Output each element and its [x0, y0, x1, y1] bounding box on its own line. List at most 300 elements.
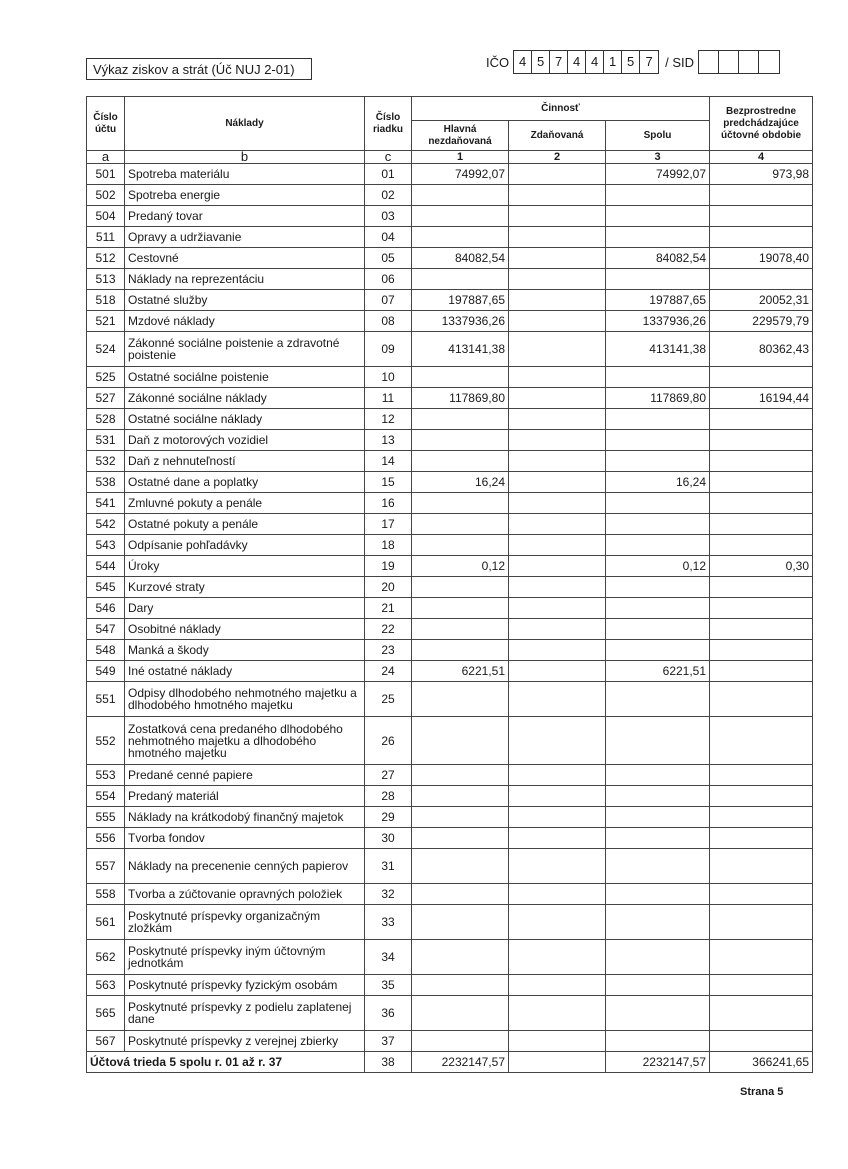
cost-name-cell: Ostatné pokuty a penále	[125, 514, 365, 535]
line-number-cell: 02	[365, 185, 412, 206]
table-row	[87, 206, 813, 227]
main-value-cell: 6221,51	[412, 661, 509, 682]
ico-digit: 4	[568, 51, 586, 73]
main-value-cell: 0,12	[412, 556, 509, 577]
table-row	[87, 640, 813, 661]
account-cell: 527	[87, 388, 125, 409]
total-value-cell: 117869,80	[606, 388, 710, 409]
cost-name-cell: Zostatková cena predaného dlhodobého nehmotného majetku a dlhodobého hmotného majetku	[125, 717, 365, 765]
prev-value-cell: 16194,44	[710, 388, 813, 409]
table-row	[87, 388, 813, 409]
total-value-cell	[606, 940, 710, 975]
line-number-cell: 20	[365, 577, 412, 598]
taxed-value-cell	[509, 493, 606, 514]
taxed-value-cell	[509, 227, 606, 248]
total-value-cell	[606, 430, 710, 451]
line-number-cell: 14	[365, 451, 412, 472]
cost-name-cell: Mzdové náklady	[125, 311, 365, 332]
line-number-cell: 31	[365, 849, 412, 884]
cost-name-cell: Ostatné sociálne poistenie	[125, 367, 365, 388]
line-number-cell: 15	[365, 472, 412, 493]
taxed-value-cell	[509, 185, 606, 206]
table-row	[87, 514, 813, 535]
prev-value-cell	[710, 807, 813, 828]
table-row	[87, 661, 813, 682]
taxed-value-cell	[509, 206, 606, 227]
line-number-cell: 35	[365, 975, 412, 996]
main-value-cell	[412, 367, 509, 388]
cost-name-cell: Cestovné	[125, 248, 365, 269]
prev-value-cell	[710, 682, 813, 717]
prev-value-cell: 80362,43	[710, 332, 813, 367]
table-row	[87, 849, 813, 884]
account-cell: 547	[87, 619, 125, 640]
index-cell: 1	[412, 151, 509, 164]
line-number-cell: 28	[365, 786, 412, 807]
main-value-cell	[412, 828, 509, 849]
line-number-cell: 04	[365, 227, 412, 248]
cost-name-cell: Tvorba a zúčtovanie opravných položiek	[125, 884, 365, 905]
prev-value-cell	[710, 828, 813, 849]
index-cell: a	[87, 151, 125, 164]
cost-rows	[87, 164, 813, 1052]
account-cell: 565	[87, 996, 125, 1031]
cost-name-cell: Daň z motorových vozidiel	[125, 430, 365, 451]
prev-value-cell	[710, 661, 813, 682]
taxed-value-cell	[509, 388, 606, 409]
main-value-cell: 84082,54	[412, 248, 509, 269]
taxed-value-cell	[509, 451, 606, 472]
table-row	[87, 975, 813, 996]
main-value-cell	[412, 905, 509, 940]
total-value-cell	[606, 996, 710, 1031]
total-value-cell	[606, 682, 710, 717]
col-line-header: Číslo riadku	[365, 97, 412, 151]
total-label-cell	[87, 1052, 365, 1073]
total-value-cell: 0,12	[606, 556, 710, 577]
line-number-cell: 23	[365, 640, 412, 661]
total-value-cell: 84082,54	[606, 248, 710, 269]
table-row	[87, 940, 813, 975]
prev-value-cell	[710, 717, 813, 765]
table-row	[87, 717, 813, 765]
cost-name-cell: Iné ostatné náklady	[125, 661, 365, 682]
prev-value-cell	[710, 206, 813, 227]
table-row	[87, 269, 813, 290]
total-value-cell	[606, 1031, 710, 1052]
index-cell: 3	[606, 151, 710, 164]
account-cell: 541	[87, 493, 125, 514]
prev-value-cell	[710, 640, 813, 661]
account-cell: 501	[87, 164, 125, 185]
cost-name-cell: Zákonné sociálne náklady	[125, 388, 365, 409]
cost-name-cell: Spotreba materiálu	[125, 164, 365, 185]
total-value-cell: 6221,51	[606, 661, 710, 682]
table-row	[87, 290, 813, 311]
total-value-cell	[606, 786, 710, 807]
taxed-value-cell	[509, 682, 606, 717]
account-cell: 554	[87, 786, 125, 807]
main-value-cell: 1337936,26	[412, 311, 509, 332]
taxed-value-cell	[509, 535, 606, 556]
cost-name-cell: Náklady na reprezentáciu	[125, 269, 365, 290]
taxed-value-cell	[509, 269, 606, 290]
total-main: 2232147,57	[412, 1052, 509, 1073]
main-value-cell	[412, 849, 509, 884]
account-cell: 548	[87, 640, 125, 661]
table-row	[87, 430, 813, 451]
line-number-cell: 05	[365, 248, 412, 269]
account-cell: 544	[87, 556, 125, 577]
account-cell: 556	[87, 828, 125, 849]
table-row	[87, 493, 813, 514]
taxed-value-cell	[509, 807, 606, 828]
main-value-cell: 413141,38	[412, 332, 509, 367]
main-value-cell	[412, 640, 509, 661]
main-value-cell	[412, 717, 509, 765]
cost-name-cell: Predané cenné papiere	[125, 765, 365, 786]
total-value-cell	[606, 717, 710, 765]
prev-value-cell	[710, 598, 813, 619]
total-value-cell: 16,24	[606, 472, 710, 493]
taxed-value-cell	[509, 975, 606, 996]
total-value-cell: 413141,38	[606, 332, 710, 367]
line-number-cell: 34	[365, 940, 412, 975]
main-value-cell: 197887,65	[412, 290, 509, 311]
sid-boxes	[698, 50, 780, 74]
total-value-cell	[606, 619, 710, 640]
cost-name-cell: Opravy a udržiavanie	[125, 227, 365, 248]
cost-name-cell: Ostatné dane a poplatky	[125, 472, 365, 493]
ico-digit: 7	[645, 54, 653, 69]
account-cell: 525	[87, 367, 125, 388]
prev-value-cell	[710, 786, 813, 807]
main-value-cell	[412, 1031, 509, 1052]
sid-digit	[699, 51, 719, 73]
taxed-value-cell	[509, 619, 606, 640]
prev-value-cell: 973,98	[710, 164, 813, 185]
main-value-cell	[412, 786, 509, 807]
index-row	[87, 151, 813, 164]
account-cell: 531	[87, 430, 125, 451]
cost-name-cell: Náklady na krátkodobý finančný majetok	[125, 807, 365, 828]
account-cell: 549	[87, 661, 125, 682]
total-row	[87, 1052, 813, 1073]
table-row	[87, 682, 813, 717]
line-number-cell: 33	[365, 905, 412, 940]
account-cell: 561	[87, 905, 125, 940]
line-number-cell: 25	[365, 682, 412, 717]
prev-value-cell	[710, 514, 813, 535]
account-cell: 528	[87, 409, 125, 430]
total-value-cell: 74992,07	[606, 164, 710, 185]
line-number-cell: 30	[365, 828, 412, 849]
cost-name-cell: Poskytnuté príspevky z podielu zaplatenej dane	[125, 996, 365, 1031]
taxed-value-cell	[509, 556, 606, 577]
ico-digit: 5	[622, 51, 640, 73]
taxed-value-cell	[509, 332, 606, 367]
ico-digit: 5	[532, 51, 550, 73]
account-cell: 511	[87, 227, 125, 248]
line-number-cell: 37	[365, 1031, 412, 1052]
table-row	[87, 535, 813, 556]
cost-name-cell: Ostatné sociálne náklady	[125, 409, 365, 430]
prev-value-cell: 229579,79	[710, 311, 813, 332]
taxed-value-cell	[509, 472, 606, 493]
prev-value-cell	[710, 884, 813, 905]
prev-value-cell	[710, 269, 813, 290]
cost-name-cell: Ostatné služby	[125, 290, 365, 311]
total-value-cell	[606, 640, 710, 661]
prev-value-cell	[710, 493, 813, 514]
line-number-cell: 22	[365, 619, 412, 640]
taxed-value-cell	[509, 905, 606, 940]
account-cell: 552	[87, 717, 125, 765]
main-value-cell	[412, 765, 509, 786]
main-value-cell	[412, 451, 509, 472]
table-row	[87, 598, 813, 619]
col-account-header: Číslo účtu	[87, 97, 125, 151]
page-number: Strana 5	[740, 1086, 784, 1098]
main-value-cell	[412, 884, 509, 905]
ico-digit: 4	[514, 51, 532, 73]
cost-name-cell: Poskytnuté príspevky iným účtovným jednotkám	[125, 940, 365, 975]
cost-name-cell: Predaný materiál	[125, 786, 365, 807]
cost-name-cell: Predaný tovar	[125, 206, 365, 227]
cost-name-cell: Kurzové straty	[125, 577, 365, 598]
line-number-cell: 16	[365, 493, 412, 514]
total-value-cell	[606, 227, 710, 248]
taxed-value-cell	[509, 849, 606, 884]
cost-name-cell: Tvorba fondov	[125, 828, 365, 849]
account-cell: 521	[87, 311, 125, 332]
cost-name-cell: Spotreba energie	[125, 185, 365, 206]
prev-value-cell	[710, 227, 813, 248]
cost-name-cell: Úroky	[125, 556, 365, 577]
cost-name-cell: Poskytnuté príspevky organizačným zložkám	[125, 905, 365, 940]
account-cell: 551	[87, 682, 125, 717]
prev-value-cell	[710, 996, 813, 1031]
ico-digit: 4	[586, 51, 604, 73]
prev-value-cell	[710, 472, 813, 493]
ico-section	[486, 50, 780, 74]
account-cell: 543	[87, 535, 125, 556]
taxed-value-cell	[509, 367, 606, 388]
ico-digit: 7	[550, 51, 568, 73]
line-number-cell: 09	[365, 332, 412, 367]
main-value-cell	[412, 430, 509, 451]
table-row	[87, 1031, 813, 1052]
cost-name-cell: Zákonné sociálne poistenie a zdravotné poistenie	[125, 332, 365, 367]
account-cell: 532	[87, 451, 125, 472]
table-row	[87, 164, 813, 185]
table-row	[87, 332, 813, 367]
main-value-cell	[412, 227, 509, 248]
sid-label: / SID	[665, 54, 695, 70]
cost-table	[86, 96, 813, 1073]
table-row	[87, 619, 813, 640]
prev-value-cell	[710, 940, 813, 975]
cost-name-cell: Daň z nehnuteľností	[125, 451, 365, 472]
table-row	[87, 409, 813, 430]
col-prev-header: Bezprostredne predchádzajúce účtovné obdobie	[710, 97, 813, 151]
taxed-value-cell	[509, 311, 606, 332]
total-value-cell	[606, 493, 710, 514]
table-row	[87, 367, 813, 388]
total-value-cell: 1337936,26	[606, 311, 710, 332]
line-number-cell: 27	[365, 765, 412, 786]
prev-value-cell	[710, 1031, 813, 1052]
main-value-cell	[412, 598, 509, 619]
total-range: r. 01 až r. 37	[214, 1055, 283, 1069]
taxed-value-cell	[509, 164, 606, 185]
main-value-cell: 74992,07	[412, 164, 509, 185]
cost-name-cell: Manká a škody	[125, 640, 365, 661]
total-taxed	[509, 1052, 606, 1073]
main-value-cell	[412, 682, 509, 717]
table-row	[87, 556, 813, 577]
main-value-cell	[412, 409, 509, 430]
table-row	[87, 248, 813, 269]
account-cell: 553	[87, 765, 125, 786]
table-row	[87, 451, 813, 472]
account-cell: 558	[87, 884, 125, 905]
taxed-value-cell	[509, 1031, 606, 1052]
account-cell: 555	[87, 807, 125, 828]
prev-value-cell	[710, 905, 813, 940]
line-number-cell: 06	[365, 269, 412, 290]
total-total: 2232147,57	[606, 1052, 710, 1073]
line-number-cell: 13	[365, 430, 412, 451]
total-value-cell	[606, 884, 710, 905]
main-value-cell: 16,24	[412, 472, 509, 493]
line-number-cell: 01	[365, 164, 412, 185]
total-label: Účtová trieda 5 spolu	[90, 1055, 212, 1069]
account-cell: 518	[87, 290, 125, 311]
prev-value-cell: 20052,31	[710, 290, 813, 311]
prev-value-cell	[710, 451, 813, 472]
table-row	[87, 905, 813, 940]
line-number-cell: 12	[365, 409, 412, 430]
total-value-cell	[606, 409, 710, 430]
prev-value-cell	[710, 367, 813, 388]
main-value-cell	[412, 206, 509, 227]
cost-name-cell: Osobitné náklady	[125, 619, 365, 640]
total-value-cell	[606, 849, 710, 884]
form-title: Výkaz ziskov a strát (Úč NUJ 2-01)	[86, 58, 312, 80]
prev-value-cell: 19078,40	[710, 248, 813, 269]
main-value-cell	[412, 185, 509, 206]
total-value-cell	[606, 269, 710, 290]
main-value-cell	[412, 269, 509, 290]
prev-value-cell	[710, 577, 813, 598]
index-cell: 2	[509, 151, 606, 164]
prev-value-cell	[710, 430, 813, 451]
line-number-cell: 29	[365, 807, 412, 828]
taxed-value-cell	[509, 430, 606, 451]
col-costs-header: Náklady	[125, 97, 365, 151]
cost-name-cell: Poskytnuté príspevky fyzickým osobám	[125, 975, 365, 996]
ico-digit: 1	[604, 51, 622, 73]
col-taxed-header: Zdaňovaná	[509, 121, 606, 151]
prev-value-cell	[710, 535, 813, 556]
account-cell: 567	[87, 1031, 125, 1052]
line-number-cell: 24	[365, 661, 412, 682]
line-number-cell: 36	[365, 996, 412, 1031]
total-prev: 366241,65	[710, 1052, 813, 1073]
sid-digit	[739, 51, 759, 73]
total-value-cell: 197887,65	[606, 290, 710, 311]
total-value-cell	[606, 185, 710, 206]
line-number-cell: 07	[365, 290, 412, 311]
cost-name-cell: Náklady na precenenie cenných papierov	[125, 849, 365, 884]
main-value-cell	[412, 535, 509, 556]
cost-name-cell: Odpisy dlhodobého nehmotného majetku a dlhodobého hmotného majetku	[125, 682, 365, 717]
table-row	[87, 996, 813, 1031]
taxed-value-cell	[509, 884, 606, 905]
total-value-cell	[606, 807, 710, 828]
ico-boxes	[513, 50, 659, 74]
table-row	[87, 765, 813, 786]
main-value-cell	[412, 493, 509, 514]
line-number-cell: 21	[365, 598, 412, 619]
main-value-cell: 117869,80	[412, 388, 509, 409]
line-number-cell: 26	[365, 717, 412, 765]
table-row	[87, 472, 813, 493]
account-cell: 513	[87, 269, 125, 290]
account-cell: 538	[87, 472, 125, 493]
taxed-value-cell	[509, 940, 606, 975]
total-value-cell	[606, 905, 710, 940]
index-cell: c	[365, 151, 412, 164]
main-value-cell	[412, 514, 509, 535]
account-cell: 542	[87, 514, 125, 535]
table-row	[87, 828, 813, 849]
line-number-cell: 08	[365, 311, 412, 332]
index-cell: b	[125, 151, 365, 164]
prev-value-cell	[710, 765, 813, 786]
sid-digit	[759, 51, 779, 73]
taxed-value-cell	[509, 248, 606, 269]
total-line: 38	[365, 1052, 412, 1073]
main-value-cell	[412, 996, 509, 1031]
total-value-cell	[606, 975, 710, 996]
table-row	[87, 577, 813, 598]
taxed-value-cell	[509, 640, 606, 661]
prev-value-cell	[710, 975, 813, 996]
line-number-cell: 32	[365, 884, 412, 905]
taxed-value-cell	[509, 996, 606, 1031]
account-cell: 502	[87, 185, 125, 206]
taxed-value-cell	[509, 661, 606, 682]
taxed-value-cell	[509, 290, 606, 311]
main-value-cell	[412, 940, 509, 975]
taxed-value-cell	[509, 717, 606, 765]
table-row	[87, 227, 813, 248]
table-row	[87, 311, 813, 332]
table-row	[87, 807, 813, 828]
total-value-cell	[606, 367, 710, 388]
taxed-value-cell	[509, 577, 606, 598]
col-main-header: Hlavná nezdaňovaná	[412, 121, 509, 151]
cost-name-cell: Odpísanie pohľadávky	[125, 535, 365, 556]
main-value-cell	[412, 807, 509, 828]
account-cell: 504	[87, 206, 125, 227]
table-row	[87, 185, 813, 206]
taxed-value-cell	[509, 409, 606, 430]
main-value-cell	[412, 577, 509, 598]
line-number-cell: 19	[365, 556, 412, 577]
